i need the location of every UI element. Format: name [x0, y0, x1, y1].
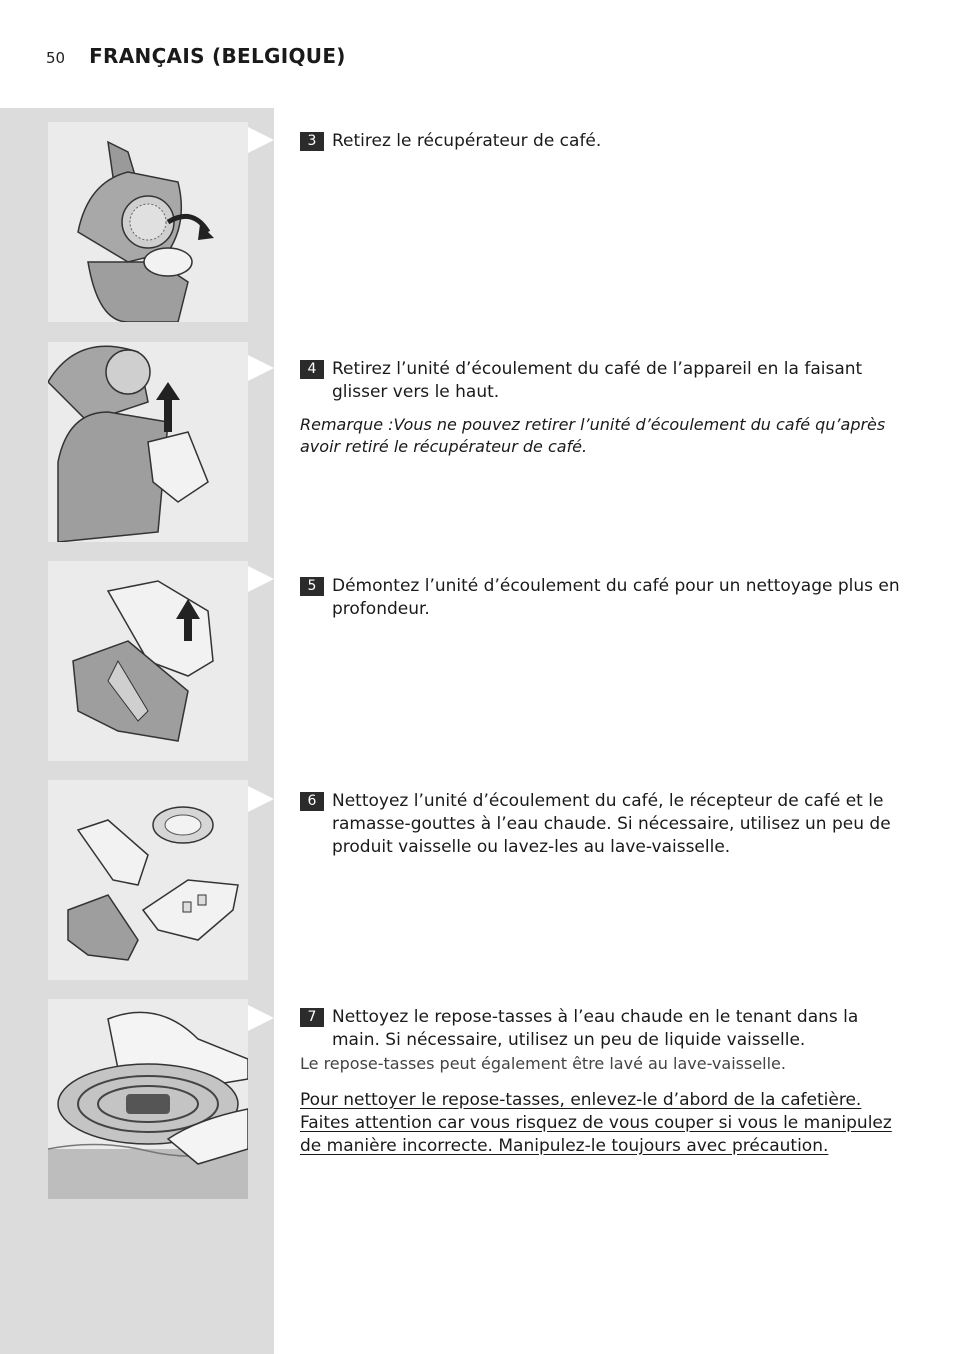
step-text: Retirez le récupérateur de café. [332, 131, 602, 151]
step-text: Démontez l’unité d’écoulement du café pour un nettoyage plus en profondeur. [332, 576, 900, 619]
page-header [46, 44, 346, 78]
page-number: 50 [46, 49, 66, 67]
warning-text-content: Pour nettoyer le repose-tasses, enlevez-le d’abord de la cafetière. Faites attention car vous risquez de vous couper si vous le manipulez de manière incorrecte. Manipulez-le toujours avec précaution. [300, 1090, 892, 1156]
illustration-clean-parts [48, 780, 248, 980]
step-extra-info: Le repose-tasses peut également être lavé au lave-vaisselle. [300, 1054, 786, 1073]
step-number-badge: 3 [300, 132, 324, 151]
step-text: Nettoyez le repose-tasses à l’eau chaude en le tenant dans la main. Si nécessaire, utilisez un peu de liquide vaisselle. [332, 1007, 859, 1050]
pointer-arrow [248, 1005, 274, 1031]
step-5 [300, 575, 900, 621]
section-title: FRANÇAIS (BELGIQUE) [89, 44, 346, 68]
step-number-badge: 5 [300, 577, 324, 596]
pointer-arrow [248, 786, 274, 812]
step-7 [300, 1006, 900, 1158]
step-note: Remarque :Vous ne pouvez retirer l’unité d’écoulement du café qu’après avoir retiré le récupérateur de café. [300, 415, 886, 456]
warning-text [300, 1089, 900, 1158]
illustration-disassemble-outlet-unit [48, 561, 248, 761]
illustration-remove-coffee-collector [48, 122, 248, 322]
step-number-badge: 7 [300, 1008, 324, 1027]
step-4 [300, 358, 900, 458]
step-6 [300, 790, 900, 859]
illustration-slide-out-outlet-unit [48, 342, 248, 542]
pointer-arrow [248, 127, 274, 153]
step-number-badge: 4 [300, 360, 324, 379]
pointer-arrow [248, 355, 274, 381]
pointer-arrow [248, 566, 274, 592]
illustration-clean-cup-holder [48, 999, 248, 1199]
step-3 [300, 130, 900, 153]
step-number-badge: 6 [300, 792, 324, 811]
step-text: Nettoyez l’unité d’écoulement du café, le récepteur de café et le ramasse-gouttes à l’eau chaude. Si nécessaire, utilisez un peu de produit vaisselle ou lavez-les au lave-vaisselle. [332, 791, 891, 857]
step-text: Retirez l’unité d’écoulement du café de l’appareil en la faisant glisser vers le haut. [332, 359, 863, 402]
